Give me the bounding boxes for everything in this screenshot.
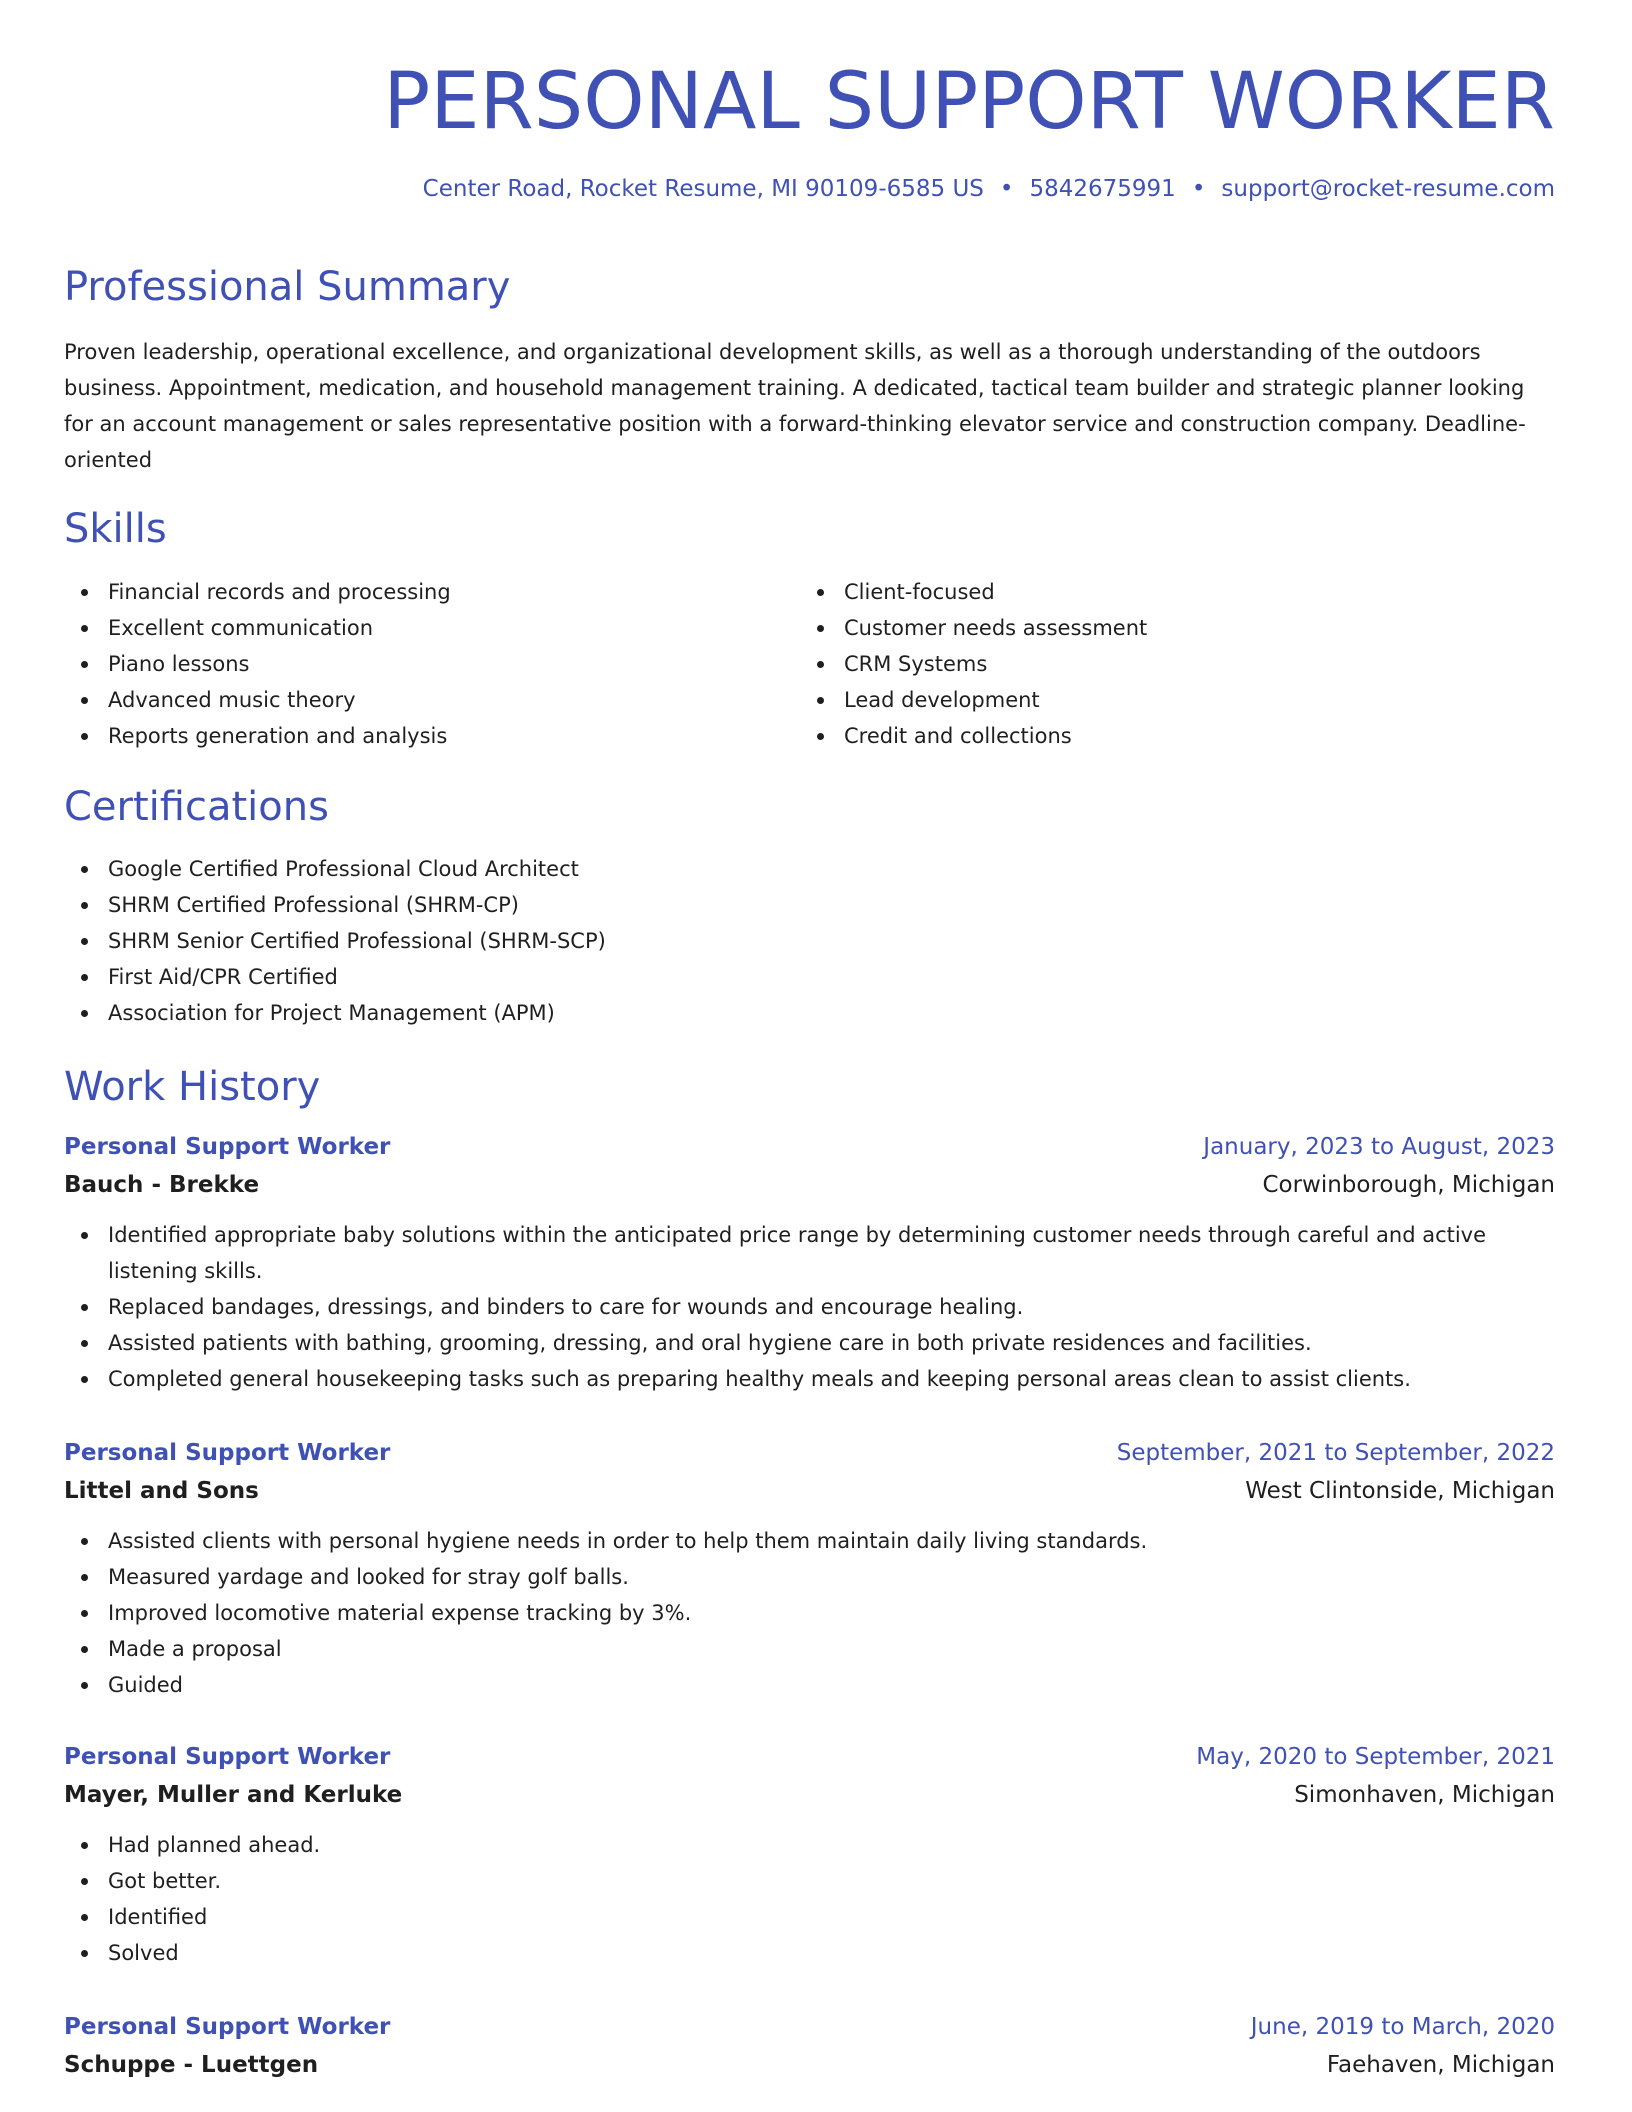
job-duty-item: Improved locomotive material expense tracking by 3%. (64, 1595, 1555, 1631)
job-company-row (64, 1471, 1555, 1511)
skill-item: Piano lessons (64, 646, 800, 682)
job-header-row (64, 1739, 1555, 1775)
resume-name-heading: PERSONAL SUPPORT WORKER (383, 57, 1555, 147)
skill-item: Customer needs assessment (800, 610, 1536, 646)
contact-address: Center Road, Rocket Resume, MI 90109-6585 US (422, 176, 984, 202)
job-duty-item: Had planned ahead. (64, 1827, 1555, 1863)
professional-summary-heading: Professional Summary (64, 264, 511, 310)
skill-item: Credit and collections (800, 718, 1536, 754)
contact-line (64, 174, 1555, 204)
job-entry (64, 1435, 1555, 1703)
job-duty-item: Measured yardage and looked for stray golf balls. (64, 1559, 1555, 1595)
job-company-row (64, 1775, 1555, 1815)
job-duty-item: Got better. (64, 1863, 1555, 1899)
certification-item: Google Certified Professional Cloud Architect (64, 851, 606, 887)
job-duties-list (64, 1827, 1555, 1971)
skill-item: Lead development (800, 682, 1536, 718)
job-location: West Clintonside, Michigan (1245, 1478, 1555, 1504)
job-duties-list (64, 1523, 1555, 1703)
job-duties-list (64, 1217, 1555, 1397)
contact-separator: • (1191, 176, 1206, 202)
job-location: Corwinborough, Michigan (1262, 1172, 1555, 1198)
certifications-list (64, 851, 606, 1031)
professional-summary-text: Proven leadership, operational excellence, and organizational development skills, as well as a thorough understanding of the outdoors business. Appointment, medication, and household management training. A dedicated, tactical team builder and strategic planner looking for an account management or sales representative position with a forward-thinking elevator service and construction company. Deadline-oriented (64, 340, 1526, 472)
skills-heading: Skills (64, 506, 167, 552)
job-title: Personal Support Worker (64, 1744, 391, 1770)
certification-item: First Aid/CPR Certified (64, 959, 606, 995)
resume-page (64, 0, 1555, 2078)
certifications-heading: Certifications (64, 784, 329, 830)
job-entry (64, 1739, 1555, 1971)
skills-list-right (800, 574, 1536, 754)
skills-columns (64, 574, 1555, 754)
skill-item: Financial records and processing (64, 574, 800, 610)
skills-list-left (64, 574, 800, 754)
certification-item: SHRM Senior Certified Professional (SHRM-SCP) (64, 923, 606, 959)
skill-item: Reports generation and analysis (64, 718, 800, 754)
job-company: Littel and Sons (64, 1478, 259, 1504)
job-entry (64, 2009, 1555, 2085)
job-company: Schuppe - Luettgen (64, 2052, 319, 2078)
job-dates: January, 2023 to August, 2023 (1203, 1134, 1555, 1160)
contact-email: support@rocket-resume.com (1221, 176, 1555, 202)
job-duty-item: Assisted clients with personal hygiene needs in order to help them maintain daily living standards. (64, 1523, 1555, 1559)
job-header-row (64, 1129, 1555, 1165)
job-company-row (64, 1165, 1555, 1205)
job-dates: September, 2021 to September, 2022 (1116, 1440, 1555, 1466)
job-header-row (64, 1435, 1555, 1471)
job-duty-item: Identified (64, 1899, 1555, 1935)
skill-item: Excellent communication (64, 610, 800, 646)
job-header-row (64, 2009, 1555, 2045)
job-duty-item: Completed general housekeeping tasks such as preparing healthy meals and keeping personal areas clean to assist clients. (64, 1361, 1555, 1397)
job-title: Personal Support Worker (64, 1134, 391, 1160)
job-location: Faehaven, Michigan (1326, 2052, 1555, 2078)
certification-item: Association for Project Management (APM) (64, 995, 606, 1031)
job-entry (64, 1129, 1555, 1397)
skill-item: Advanced music theory (64, 682, 800, 718)
contact-separator: • (999, 176, 1014, 202)
skill-item: CRM Systems (800, 646, 1536, 682)
certification-item: SHRM Certified Professional (SHRM-CP) (64, 887, 606, 923)
job-duty-item: Replaced bandages, dressings, and binders to care for wounds and encourage healing. (64, 1289, 1555, 1325)
job-duty-item: Guided (64, 1667, 1555, 1703)
job-title: Personal Support Worker (64, 2014, 391, 2040)
job-dates: June, 2019 to March, 2020 (1250, 2014, 1555, 2040)
job-duty-item: Identified appropriate baby solutions within the anticipated price range by determining customer needs through careful and active listening skills. (64, 1217, 1555, 1289)
job-company-row (64, 2045, 1555, 2085)
job-company: Bauch - Brekke (64, 1172, 260, 1198)
job-title: Personal Support Worker (64, 1440, 391, 1466)
contact-phone: 5842675991 (1029, 176, 1176, 202)
job-location: Simonhaven, Michigan (1294, 1782, 1555, 1808)
job-company: Mayer, Muller and Kerluke (64, 1782, 403, 1808)
skill-item: Client-focused (800, 574, 1536, 610)
job-dates: May, 2020 to September, 2021 (1196, 1744, 1555, 1770)
work-history-heading: Work History (64, 1064, 321, 1110)
job-duty-item: Made a proposal (64, 1631, 1555, 1667)
job-duty-item: Assisted patients with bathing, grooming, dressing, and oral hygiene care in both private residences and facilities. (64, 1325, 1555, 1361)
job-duty-item: Solved (64, 1935, 1555, 1971)
